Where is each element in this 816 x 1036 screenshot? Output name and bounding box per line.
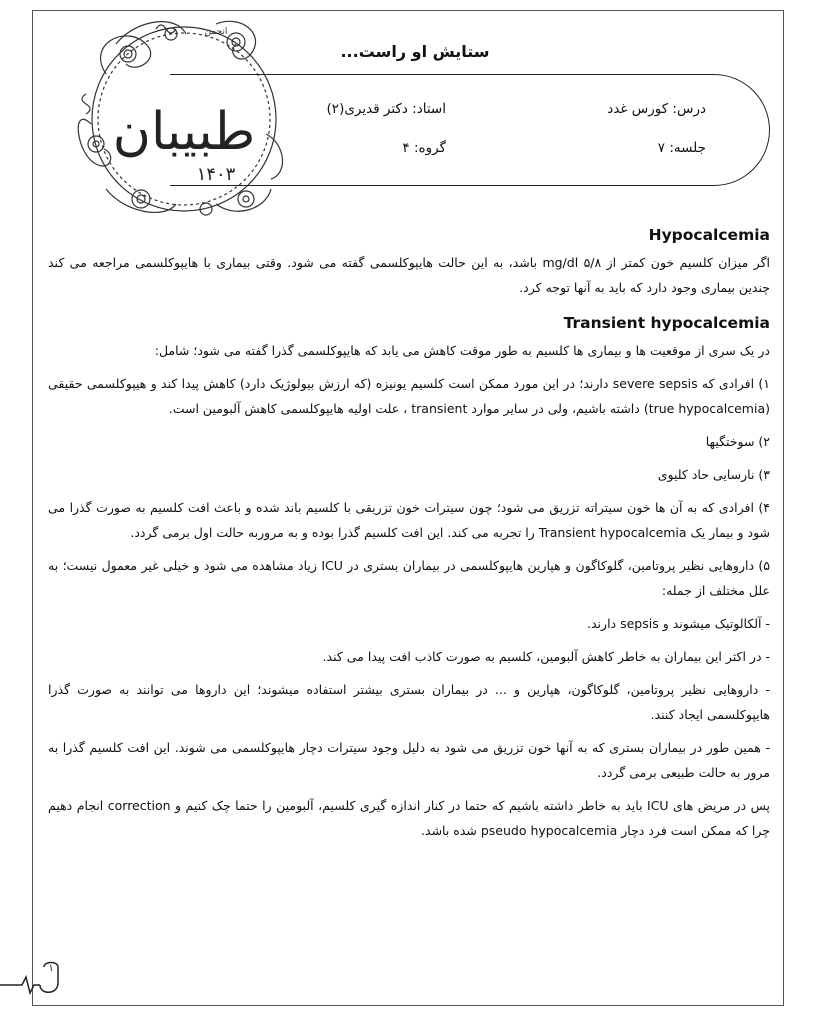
session-label: جلسه: ۷ bbox=[657, 140, 706, 156]
list-item-3: ۳) نارسایی حاد کلیوی bbox=[657, 467, 770, 482]
bullet-2: - در اکثر این بیماران به خاطر کاهش آلبومین، کلسیم به صورت کاذب افت پیدا می کند. bbox=[322, 649, 770, 664]
logo-text: طبیبان bbox=[112, 102, 256, 162]
document-body bbox=[48, 220, 770, 851]
heading-hypocalcemia: Hypocalcemia bbox=[648, 226, 770, 244]
teacher-label: استاد: دکتر قدیری(۲) bbox=[326, 101, 446, 117]
list-item-5: ۵) داروهایی نظیر پروتامین، گلوکاگون و هپارین هایپوکلسمی در بیماران بستری در ICU زیاد مشاهده می شود و خیلی غیر معمول نیست؛ به علل مختلف از جمله: bbox=[48, 558, 770, 598]
group-label: گروه: ۴ bbox=[402, 140, 446, 156]
heading-transient-hypocalcemia: Transient hypocalcemia bbox=[563, 314, 770, 332]
bullet-1: - آلکالوتیک میشوند و sepsis دارند. bbox=[587, 616, 770, 631]
info-box bbox=[170, 74, 770, 186]
bullet-3: - داروهایی نظیر پروتامین، گلوکاگون، هپارین و ... در بیماران بستری بیشتر استفاده میشوند؛ این داروها می توانند به صورت گذرا هایپوکلسمی ایجاد کنند. bbox=[48, 682, 770, 722]
paragraph-definition: اگر میزان کلسیم خون کمتر از mg/dl ۵/۸ باشد، به این حالت هایپوکلسمی گفته می شود. وقتی بیماری با هایپوکلسمی مراجعه می کند چندین بیماری وجود دارد که باید به آنها توجه کرد. bbox=[48, 255, 770, 295]
logo-year: ۱۴۰۳ bbox=[196, 164, 236, 185]
paragraph-intro: در یک سری از موقعیت ها و بیماری ها کلسیم به طور موقت کاهش می یابد که هایپوکلسمی گذرا گفته می شود؛ شامل: bbox=[154, 343, 770, 358]
bullet-4: - همین طور در بیماران بستری که به آنها خون تزریق می شود به دلیل وجود سیترات دچار هایپوکلسمی می شوند. این افت کلسیم گذرا به مرور به حالت طبیعی برمی گردد. bbox=[48, 740, 770, 780]
list-item-1: ۱) افرادی که severe sepsis دارند؛ در این مورد ممکن است کلسیم یونیزه (که ارزش بیولوژیک دارد) کاهش پیدا کند و هیپوکلسمی حقیقی (true hypocalcemia) داشته باشیم، ولی در سایر موارد transient ، علت اولیه هایپوکلسمی کاهش آلبومین است. bbox=[48, 376, 770, 416]
page-title: ستایش او راست... bbox=[340, 42, 490, 61]
logo-small-text: انجمن bbox=[204, 27, 228, 37]
course-label: درس: کورس غدد bbox=[607, 101, 706, 117]
list-item-4: ۴) افرادی که به آن ها خون سیتراته تزریق می شود؛ چون سیترات خون تزریقی با کلسیم باند شده و باعث افت کلسیم به صورت گذرا می شود و بیمار یک Transient hypocalcemia را تجربه می کند. این افت کلسیم گذرا بوده و به مروربه حالت اول برمی گردد. bbox=[48, 500, 770, 540]
page-number: ۱ bbox=[48, 963, 54, 974]
paragraph-conclusion: پس در مریض های ICU باید به خاطر داشته باشیم که حتما در کنار اندازه گیری کلسیم، آلبومین را حتما چک کنیم و correction انجام دهیم چرا که ممکن است فرد دچار pseudo hypocalcemia شده باشد. bbox=[48, 798, 771, 838]
list-item-2: ۲) سوختگیها bbox=[705, 434, 770, 449]
stethoscope-icon bbox=[0, 955, 70, 1000]
